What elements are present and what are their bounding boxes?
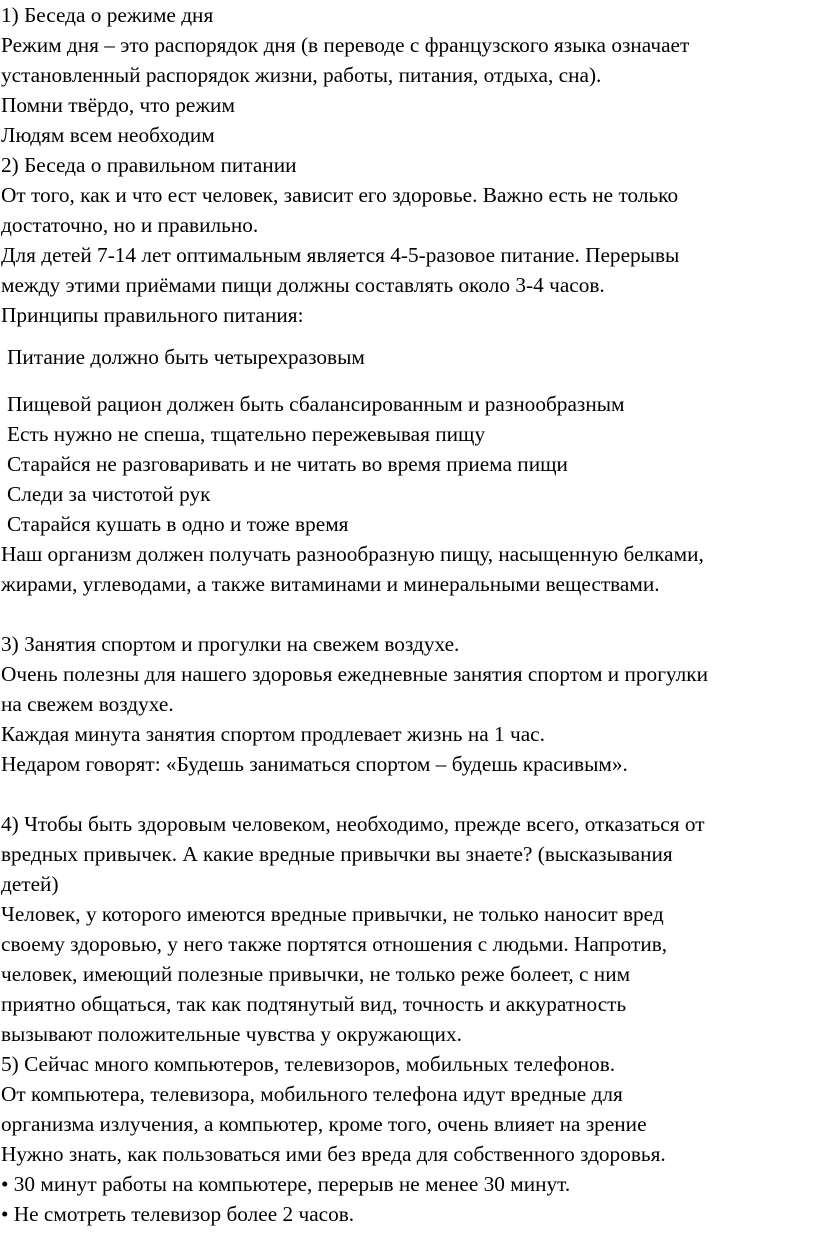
paragraph-line: между этими приёмами пищи должны составлять около 3-4 часов.	[1, 273, 605, 297]
bullet-item: • Не смотреть телевизор более 2 часов.	[1, 1202, 355, 1226]
paragraph-line: жирами, углеводами, а также витаминами и минеральными веществами.	[1, 572, 660, 596]
verse-line: Людям всем необходим	[1, 123, 215, 147]
paragraph-line: своему здоровью, у него также портятся отношения с людьми. Напротив,	[1, 932, 668, 956]
blank-line	[1, 779, 816, 809]
principle-item: Старайся кушать в одно и тоже время	[7, 512, 349, 536]
paragraph-line: Каждая минута занятия спортом продлевает жизнь на 1 час.	[1, 722, 545, 746]
paragraph-line: Для детей 7-14 лет оптимальным является 4-5-разовое питание. Перерывы	[1, 243, 680, 267]
principle-item: Есть нужно не спеша, тщательно пережевывая пищу	[7, 422, 486, 446]
principles-title: Принципы правильного питания:	[1, 303, 304, 327]
paragraph-line: вредных привычек. А какие вредные привычки вы знаете? (высказывания	[1, 842, 673, 866]
paragraph-line: установленный распорядок жизни, работы, питания, отдыха, сна).	[1, 63, 602, 87]
paragraph-line: Нужно знать, как пользоваться ими без вреда для собственного здоровья.	[1, 1142, 666, 1166]
principle-item: Питание должно быть четырехразовым	[7, 345, 365, 369]
paragraph-line: приятно общаться, так как подтянутый вид, точность и аккуратность	[1, 992, 627, 1016]
paragraph-line: Режим дня – это распорядок дня (в переводе с французского языка означает	[1, 33, 690, 57]
paragraph-line: От того, как и что ест человек, зависит его здоровье. Важно есть не только	[1, 183, 679, 207]
bullet-item: • 30 минут работы на компьютере, перерыв не менее 30 минут.	[1, 1172, 571, 1196]
paragraph-line: Недаром говорят: «Будешь заниматься спортом – будешь красивым».	[1, 752, 628, 776]
verse-line: Помни твёрдо, что режим	[1, 93, 235, 117]
paragraph-line: вызывают положительные чувства у окружающих.	[1, 1022, 462, 1046]
paragraph-line: на свежем воздухе.	[1, 692, 174, 716]
paragraph-line: организма излучения, а компьютер, кроме того, очень влияет на зрение	[1, 1112, 647, 1136]
blank-line	[1, 599, 816, 629]
paragraph-line: достаточно, но и правильно.	[1, 213, 259, 237]
paragraph-line: Очень полезны для нашего здоровья ежедневные занятия спортом и прогулки	[1, 662, 709, 686]
section-3-heading: 3) Занятия спортом и прогулки на свежем воздухе.	[1, 632, 460, 656]
section-4-heading: 4) Чтобы быть здоровым человеком, необходимо, прежде всего, отказаться от	[1, 812, 705, 836]
paragraph-line: Наш организм должен получать разнообразную пищу, насыщенную белками,	[1, 542, 704, 566]
section-2-heading: 2) Беседа о правильном питании	[1, 153, 297, 177]
principle-item: Следи за чистотой рук	[7, 482, 211, 506]
paragraph-line: детей)	[1, 872, 59, 896]
paragraph-line: От компьютера, телевизора, мобильного телефона идут вредные для	[1, 1082, 623, 1106]
document-body	[1, 0, 816, 1229]
section-5-heading: 5) Сейчас много компьютеров, телевизоров, мобильных телефонов.	[1, 1052, 616, 1076]
principle-item: Старайся не разговаривать и не читать во время приема пищи	[7, 452, 568, 476]
principle-item: Пищевой рацион должен быть сбалансированным и разнообразным	[7, 392, 625, 416]
paragraph-line: человек, имеющий полезные привычки, не только реже болеет, с ним	[1, 962, 631, 986]
section-1-heading: 1) Беседа о режиме дня	[1, 3, 214, 27]
paragraph-line: Человек, у которого имеются вредные привычки, не только наносит вред	[1, 902, 664, 926]
